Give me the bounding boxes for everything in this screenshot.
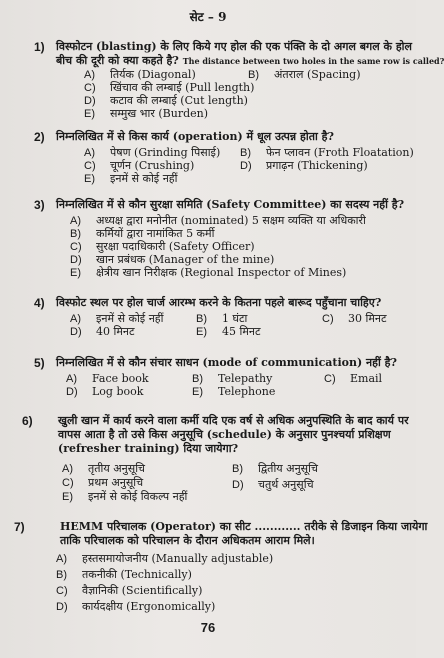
question-number: 2)	[34, 130, 45, 144]
option-7a: A) हस्तसमायोजनीय (Manually adjustable)	[56, 552, 274, 565]
option-5c: C) Email	[324, 372, 383, 385]
question-text-line: विस्फोटन (blasting) के लिए किये गए होल की एक पंक्ति के दो अगल बगल के होल	[56, 40, 412, 53]
option-3d: D) खान प्रबंधक (Manager of the mine)	[70, 253, 275, 266]
question-text: निम्नलिखित में से कौन संचार साधन (mode of communication) नहीं है?	[56, 356, 397, 369]
question-text-english: The distance between two holes in the same row is called?	[182, 56, 444, 66]
question-text-line: खुली खान में कार्य करने वाला कर्मी यदि एक वर्ष से अधिक अनुपस्थिति के बाद कार्य पर	[58, 414, 409, 427]
option-1d: D) कटाव की लम्बाई (Cut length)	[84, 94, 248, 107]
question-number: 7)	[14, 520, 25, 534]
option-7b: B) तकनीकी (Technically)	[56, 568, 192, 581]
option-6d: D) चतुर्थ अनुसूचि	[232, 478, 314, 491]
option-4c: C) 30 मिनट	[322, 312, 387, 325]
option-5b: B) Telepathy	[192, 372, 273, 385]
option-4d: D) 40 मिनट	[70, 325, 135, 338]
option-5e: E) Telephone	[192, 385, 276, 398]
option-2d: D) प्रगाढ़न (Thickening)	[240, 159, 368, 172]
option-5d: D) Log book	[66, 385, 144, 398]
option-6a: A) तृतीय अनुसूचि	[62, 462, 146, 475]
question-number: 1)	[34, 40, 45, 54]
option-2e: E) इनमें से कोई नहीं	[84, 172, 178, 185]
option-2a: A) पेषण (Grinding पिसाई)	[84, 146, 221, 159]
question-text	[60, 520, 428, 548]
option-4a: A) इनमें से कोई नहीं	[70, 312, 164, 325]
question-text-line: ताकि परिचालक को परिचालन के दौरान अधिकतम आराम मिले।	[60, 534, 315, 547]
option-1c: C) खिंचाव की लम्बाई (Pull length)	[84, 81, 255, 94]
page-number: 76	[200, 620, 216, 635]
option-4e: E) 45 मिनट	[196, 325, 261, 338]
option-4b: B) 1 घंटा	[196, 312, 248, 325]
option-1b: B) अंतराल (Spacing)	[248, 68, 361, 81]
option-5a: A) Face book	[66, 372, 149, 385]
question-text-line: वापस आता है तो उसे किस अनुसूचि (schedule) के अनुसार पुनश्चर्या प्रशिक्षण	[58, 428, 391, 441]
question-text-line: बीच की दूरी को क्या कहते है?	[56, 54, 179, 67]
option-3a: A) अध्यक्ष द्वारा मनोनीत (nominated) 5 सक्षम व्यक्ति या अधिकारी	[70, 214, 366, 227]
option-1a: A) तिर्यक (Diagonal)	[84, 68, 196, 81]
question-text	[58, 414, 410, 456]
option-3e: E) क्षेत्रीय खान निरीक्षक (Regional Inspector of Mines)	[70, 266, 347, 279]
question-text-line: HEMM परिचालक (Operator) का सीट ............ तरीके से डिजाइन किया जायेगा	[60, 520, 428, 533]
question-text: निम्नलिखित में से किस कार्य (operation) में धूल उत्पन्न होता है?	[56, 130, 334, 143]
question-number: 4)	[34, 296, 45, 310]
option-6e: E) इनमें से कोई विकल्प नहीं	[62, 490, 188, 503]
option-1e: E) सम्मुख भार (Burden)	[84, 107, 209, 120]
option-7d: D) कार्यदक्षीय (Ergonomically)	[56, 600, 216, 613]
question-text-line: (refresher training) दिया जायेगा?	[58, 442, 239, 455]
question-number: 6)	[22, 414, 33, 428]
option-3c: C) सुरक्षा पदाधिकारी (Safety Officer)	[70, 240, 255, 253]
option-6c: C) प्रथम अनुसूचि	[62, 476, 144, 489]
question-number: 5)	[34, 356, 45, 370]
option-3b: B) कर्मियों द्वारा नामांकित 5 कर्मी	[70, 227, 215, 240]
set-header: सेट – 9	[189, 10, 227, 24]
question-text: निम्नलिखित में से कौन सुरक्षा समिति (Safety Committee) का सदस्य नहीं है?	[56, 198, 405, 211]
option-6b: B) द्वितीय अनुसूचि	[232, 462, 318, 475]
question-text: विस्फोट स्थल पर होल चार्ज आरम्भ करने के कितना पहले बारूद पहुँचाना चाहिए?	[56, 296, 382, 309]
option-2c: C) चूर्णन (Crushing)	[84, 159, 195, 172]
question-number: 3)	[34, 198, 45, 212]
option-2b: B) फेन प्लावन (Froth Floatation)	[240, 146, 414, 159]
question-text	[56, 40, 444, 68]
option-7c: C) वैज्ञानिकी (Scientifically)	[56, 584, 203, 597]
